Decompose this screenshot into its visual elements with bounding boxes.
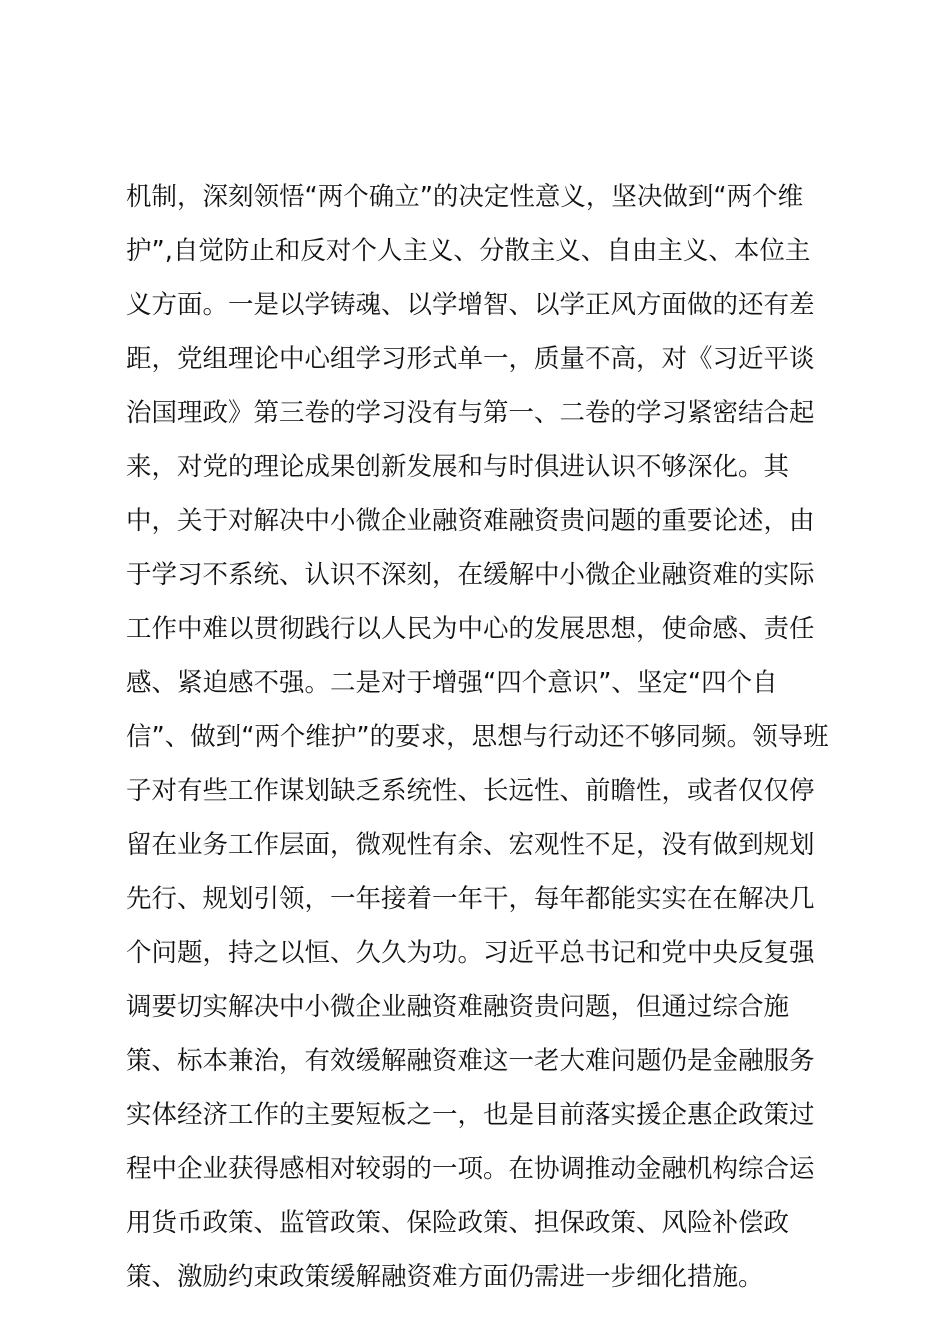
text-line: 义方面。一是以学铸魂、以学增智、以学正风方面做的还有差: [126, 290, 815, 320]
text-line: 用货币政策、监管政策、保险政策、担保政策、风险补偿政: [126, 1208, 790, 1238]
text-line: 子对有些工作谋划缺乏系统性、长远性、前瞻性，或者仅仅停: [126, 776, 815, 806]
text-line: 于学习不系统、认识不深刻，在缓解中小微企业融资难的实际: [126, 560, 815, 590]
text-line: 工作中难以贯彻践行以人民为中心的发展思想，使命感、责任: [126, 614, 815, 644]
text-line: 策、标本兼治，有效缓解融资难这一老大难问题仍是金融服务: [126, 1046, 815, 1076]
document-body: [126, 174, 846, 1308]
text-line: 信”、做到“两个维护”的要求，思想与行动还不够同频。领导班: [126, 722, 829, 752]
text-line: 中，关于对解决中小微企业融资难融资贵问题的重要论述，由: [126, 506, 815, 536]
text-line: 留在业务工作层面，微观性有余、宏观性不足，没有做到规划: [126, 830, 815, 860]
text-line: 治国理政》第三卷的学习没有与第一、二卷的学习紧密结合起: [126, 398, 815, 428]
text-line: 策、激励约束政策缓解融资难方面仍需进一步细化措施。: [126, 1262, 764, 1292]
text-line: 感、紧迫感不强。二是对于增强“四个意识”、坚定“四个自: [126, 668, 778, 698]
text-line: 先行、规划引领，一年接着一年干，每年都能实实在在解决几: [126, 884, 815, 914]
text-line: 程中企业获得感相对较弱的一项。在协调推动金融机构综合运: [126, 1154, 815, 1184]
text-line: 实体经济工作的主要短板之一，也是目前落实援企惠企政策过: [126, 1100, 815, 1130]
text-line: 距，党组理论中心组学习形式单一，质量不高，对《习近平谈: [126, 344, 815, 374]
text-line: 个问题，持之以恒、久久为功。习近平总书记和党中央反复强: [126, 938, 815, 968]
text-line: 机制，深刻领悟“两个确立”的决定性意义，坚决做到“两个维: [126, 182, 804, 212]
text-line: 调要切实解决中小微企业融资难融资贵问题，但通过综合施: [126, 992, 790, 1022]
text-line: 护”,自觉防止和反对个人主义、分散主义、自由主义、本位主: [126, 236, 811, 266]
text-line: 来，对党的理论成果创新发展和与时俱进认识不够深化。其: [126, 452, 790, 482]
